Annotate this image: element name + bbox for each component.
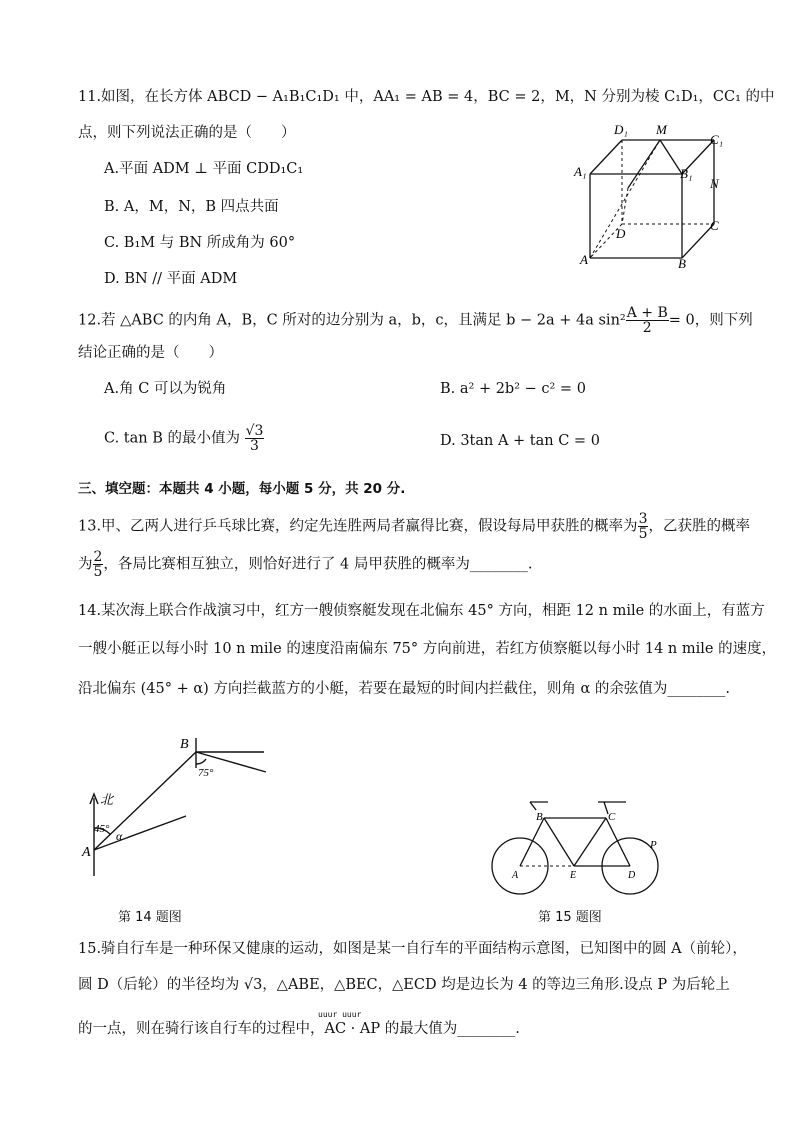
section-3-heading: 三、填空题：本题共 4 小题，每小题 5 分，共 20 分.	[78, 481, 406, 497]
q11-line2: 点，则下列说法正确的是（ ）	[78, 125, 296, 141]
q14-label-b: B	[180, 737, 189, 752]
q12-line2: 结论正确的是（ ）	[78, 345, 223, 361]
q11-option-b: B. A，M，N，B 四点共面	[104, 199, 279, 215]
label-n: N	[710, 176, 719, 191]
q15-label-b: B	[536, 811, 543, 823]
label-b1: B₁	[680, 166, 693, 181]
q15-label-d: D	[628, 870, 636, 881]
q12-fraction: $\frac{A + B}{2}$	[626, 305, 668, 336]
q14-line1: 14.某次海上联合作战演习中，红方一艘侦察艇发现在北偏东 45° 方向，相距 12 n mile 的水面上，有蓝方	[78, 603, 765, 619]
q12-option-a: A.角 C 可以为锐角	[104, 381, 227, 397]
q14-caption: 第 14 题图	[118, 910, 182, 925]
q15-label-p: P	[650, 839, 657, 851]
label-a1: A₁	[574, 164, 587, 179]
q15-label-a: A	[512, 870, 519, 881]
q12-text-a: 12.若 △ABC 的内角 A，B，C 所对的边分别为 a，b，c，且满足 b − 2a + 4a sin²	[78, 312, 626, 329]
label-c1: C₁	[710, 132, 724, 147]
q15-label-e: E	[570, 870, 577, 881]
q12-option-c: C. tan B 的最小值为 $\frac{√3}{3}$	[104, 423, 264, 454]
q14-label-a: A	[82, 845, 91, 860]
q11-cuboid-figure	[570, 118, 730, 278]
label-d: D	[616, 226, 626, 241]
q12-text-b: = 0，则下列	[668, 312, 753, 329]
q14-figure	[78, 728, 278, 888]
q14-line2: 一艘小艇正以每小时 10 n mile 的速度沿南偏东 75° 方向前进，若红方侦察艇以每小时 14 n mile 的速度，	[78, 641, 777, 657]
q15-line3: 的一点，则在骑行该自行车的过程中，AC · AP 的最大值为________.	[78, 1021, 520, 1037]
q12-line1	[78, 306, 753, 335]
q15-line1: 15.骑自行车是一种环保又健康的运动，如图是某一自行车的平面结构示意图，已知图中的圆 A（前轮），	[78, 941, 747, 957]
q15-label-c: C	[608, 811, 616, 823]
q14-label-75: 75°	[198, 767, 214, 779]
label-b: B	[678, 256, 686, 271]
q14-label-45: 45°	[94, 823, 110, 835]
q13-line1: 13.甲、乙两人进行乒乓球比赛，约定先连胜两局者赢得比赛，假设每局甲获胜的概率为 $\frac{3}{5}$ ，乙获胜的概率	[78, 511, 750, 542]
q11-option-d: D. BN // 平面 ADM	[104, 271, 238, 287]
q11-option-c: C. B₁M 与 BN 所成角为 60°	[104, 235, 296, 251]
q14-label-north: 北	[100, 792, 114, 807]
q13-line2: 为 $\frac{2}{5}$ ，各局比赛相互独立，则恰好进行了 4 局甲获胜的概率为________.	[78, 549, 533, 580]
q12-option-b: B. a² + 2b² − c² = 0	[440, 381, 586, 397]
q12-option-d: D. 3tan A + tan C = 0	[440, 433, 600, 449]
q11-option-a: A.平面 ADM ⊥ 平面 CDD₁C₁	[104, 161, 304, 177]
q15-vector-marks: uuur uuur	[318, 1010, 362, 1019]
label-m: M	[656, 122, 667, 137]
q15-line2: 圆 D（后轮）的半径均为 √3，△ABE，△BEC，△ECD 均是边长为 4 的等边三角形.设点 P 为后轮上	[78, 977, 730, 993]
q14-label-alpha: α	[116, 829, 123, 843]
q14-line3: 沿北偏东 (45° + α) 方向拦截蓝方的小艇，若要在最短的时间内拦截住，则角 α 的余弦值为________.	[78, 681, 731, 697]
q11-line1: 11.如图，在长方体 ABCD − A₁B₁C₁D₁ 中，AA₁ = AB = 4，BC = 2，M，N 分别为棱 C₁D₁，CC₁ 的中	[78, 89, 775, 105]
label-a: A	[580, 252, 588, 267]
label-d1: D₁	[614, 122, 628, 137]
label-c: C	[710, 218, 719, 233]
q15-bicycle-figure	[490, 798, 670, 898]
q15-caption: 第 15 题图	[538, 910, 602, 925]
